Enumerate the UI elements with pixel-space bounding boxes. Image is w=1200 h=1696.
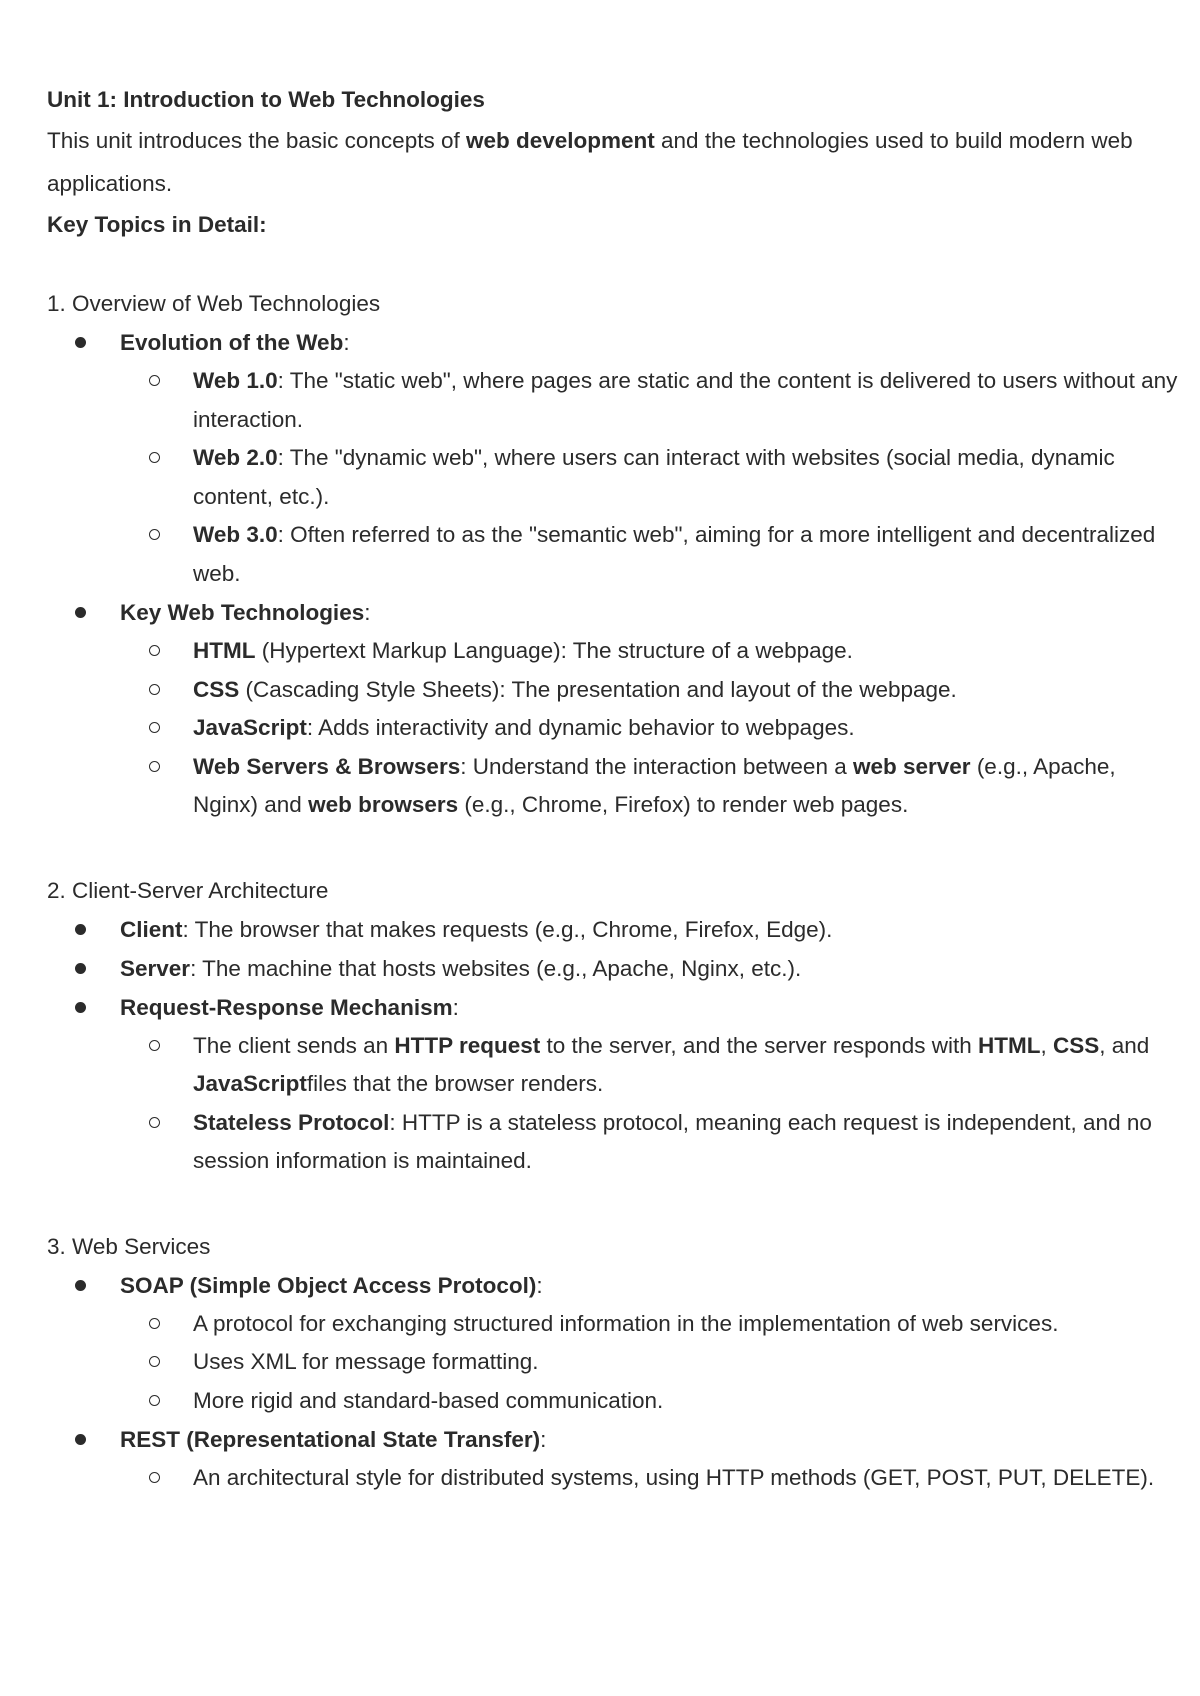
intro-bold: web development xyxy=(465,128,655,153)
html-term: HTML xyxy=(193,638,256,663)
intro-text-2: and the technologies used to build modern web applications. xyxy=(47,128,1133,196)
rr-label: Request-Response Mechanism xyxy=(120,994,453,1020)
bullet-hollow-icon xyxy=(149,684,160,695)
document xyxy=(47,80,1178,1498)
colon: : xyxy=(536,1272,543,1298)
list-item xyxy=(47,1420,1157,1459)
web3-text: : Often referred to as the "semantic web", aiming for a more intelligent and decentralized web. xyxy=(193,522,1156,586)
list-item xyxy=(47,709,1183,748)
intro-paragraph xyxy=(47,119,1157,205)
rest-item-text: An architectural style for distributed systems, using HTTP methods (GET, POST, PUT, DELETE). xyxy=(193,1465,1155,1490)
list-item xyxy=(47,988,1157,1027)
web1-term: Web 1.0 xyxy=(193,368,278,393)
rr1-text-2: to the server, and the server responds with xyxy=(540,1032,978,1058)
list-item xyxy=(47,1027,1183,1104)
list-item xyxy=(47,910,1157,949)
list-item xyxy=(47,1305,1183,1344)
soap-item-text: More rigid and standard-based communication. xyxy=(193,1387,664,1413)
client-term: Client xyxy=(120,916,183,942)
rr1-bold-4: JavaScript xyxy=(193,1071,307,1096)
web2-term: Web 2.0 xyxy=(193,445,278,470)
rr1-bold-1: HTTP request xyxy=(394,1032,541,1058)
bullet-hollow-icon xyxy=(149,1117,160,1128)
evolution-label: Evolution of the Web xyxy=(120,330,344,355)
web1-text: : The "static web", where pages are static and the content is delivered to users without any interaction. xyxy=(193,368,1178,432)
ws-text-3: (e.g., Chrome, Firefox) to render web pages. xyxy=(458,792,909,817)
list-item xyxy=(47,1266,1157,1305)
bullet-hollow-icon xyxy=(149,645,160,656)
list-item xyxy=(47,439,1183,516)
css-text: (Cascading Style Sheets): The presentation and layout of the webpage. xyxy=(239,676,957,702)
js-term: JavaScript xyxy=(193,715,307,740)
colon: : xyxy=(364,600,371,625)
ws-bold-2: web browsers xyxy=(308,792,459,817)
ws-text-2: (e.g., Apache, Nginx) and xyxy=(193,753,1116,817)
ws-term: Web Servers & Browsers xyxy=(193,753,461,779)
bullet-hollow-icon xyxy=(149,761,160,772)
list-item xyxy=(47,323,1157,362)
key-topics-heading: Key Topics in Detail: xyxy=(47,212,267,237)
key-tech-label: Key Web Technologies xyxy=(120,600,365,625)
bullet-hollow-icon xyxy=(149,1318,160,1329)
bullet-hollow-icon xyxy=(149,452,160,463)
list-item xyxy=(47,593,1157,632)
js-text: : Adds interactivity and dynamic behavior to webpages. xyxy=(306,715,855,740)
unit-title: Unit 1: Introduction to Web Technologies xyxy=(47,87,485,112)
server-term: Server xyxy=(120,955,191,981)
list-item xyxy=(47,1343,1183,1382)
rest-label: REST (Representational State Transfer) xyxy=(120,1427,541,1452)
bullet-filled-icon xyxy=(75,963,86,974)
rr1-bold-2: HTML xyxy=(977,1032,1041,1058)
bullet-hollow-icon xyxy=(149,375,160,386)
list-item xyxy=(47,1382,1183,1421)
section-2-heading: 2. Client-Server Architecture xyxy=(47,877,329,903)
web3-term: Web 3.0 xyxy=(193,522,278,547)
intro-text-1: This unit introduces the basic concepts of xyxy=(47,128,466,153)
colon: : xyxy=(343,330,350,355)
bullet-hollow-icon xyxy=(149,529,160,540)
soap-label: SOAP (Simple Object Access Protocol) xyxy=(120,1272,537,1298)
bullet-hollow-icon xyxy=(149,1395,160,1406)
stateless-term: Stateless Protocol xyxy=(193,1109,390,1135)
list-item xyxy=(47,632,1183,671)
web2-text: : The "dynamic web", where users can interact with websites (social media, dynamic content, etc.). xyxy=(193,445,1115,509)
stateless-text: : HTTP is a stateless protocol, meaning each request is independent, and no session information is maintained. xyxy=(193,1109,1152,1173)
bullet-hollow-icon xyxy=(149,1356,160,1367)
bullet-hollow-icon xyxy=(149,722,160,733)
list-item xyxy=(47,1459,1183,1498)
soap-item-text: A protocol for exchanging structured information in the implementation of web services. xyxy=(193,1310,1059,1336)
list-item xyxy=(47,1104,1183,1181)
rr1-text-5: files that the browser renders. xyxy=(306,1071,604,1096)
bullet-filled-icon xyxy=(75,337,86,348)
bullet-hollow-icon xyxy=(149,1472,160,1483)
bullet-filled-icon xyxy=(75,1280,86,1291)
list-item xyxy=(47,949,1157,988)
bullet-hollow-icon xyxy=(149,1040,160,1051)
ws-bold-1: web server xyxy=(852,753,971,779)
html-text: (Hypertext Markup Language): The structure of a webpage. xyxy=(255,638,853,663)
list-item xyxy=(47,671,1183,710)
bullet-filled-icon xyxy=(75,1002,86,1013)
section-3-heading: 3. Web Services xyxy=(47,1233,211,1259)
bullet-filled-icon xyxy=(75,607,86,618)
bullet-filled-icon xyxy=(75,924,86,935)
list-item xyxy=(47,362,1183,439)
colon: : xyxy=(540,1427,547,1452)
colon: : xyxy=(452,994,459,1020)
bullet-filled-icon xyxy=(75,1434,86,1445)
rr1-text-3: , xyxy=(1040,1032,1053,1058)
client-text: : The browser that makes requests (e.g., Chrome, Firefox, Edge). xyxy=(182,916,833,942)
section-1-heading: 1. Overview of Web Technologies xyxy=(47,291,381,316)
rr1-bold-3: CSS xyxy=(1052,1032,1100,1058)
rr1-text-1: The client sends an xyxy=(193,1032,395,1058)
server-text: : The machine that hosts websites (e.g., Apache, Nginx, etc.). xyxy=(190,955,802,981)
css-term: CSS xyxy=(193,676,240,702)
soap-item-text: Uses XML for message formatting. xyxy=(193,1349,539,1374)
rr1-text-4: , and xyxy=(1099,1032,1150,1058)
list-item xyxy=(47,748,1183,825)
list-item xyxy=(47,516,1183,593)
ws-text-1: : Understand the interaction between a xyxy=(460,753,853,779)
